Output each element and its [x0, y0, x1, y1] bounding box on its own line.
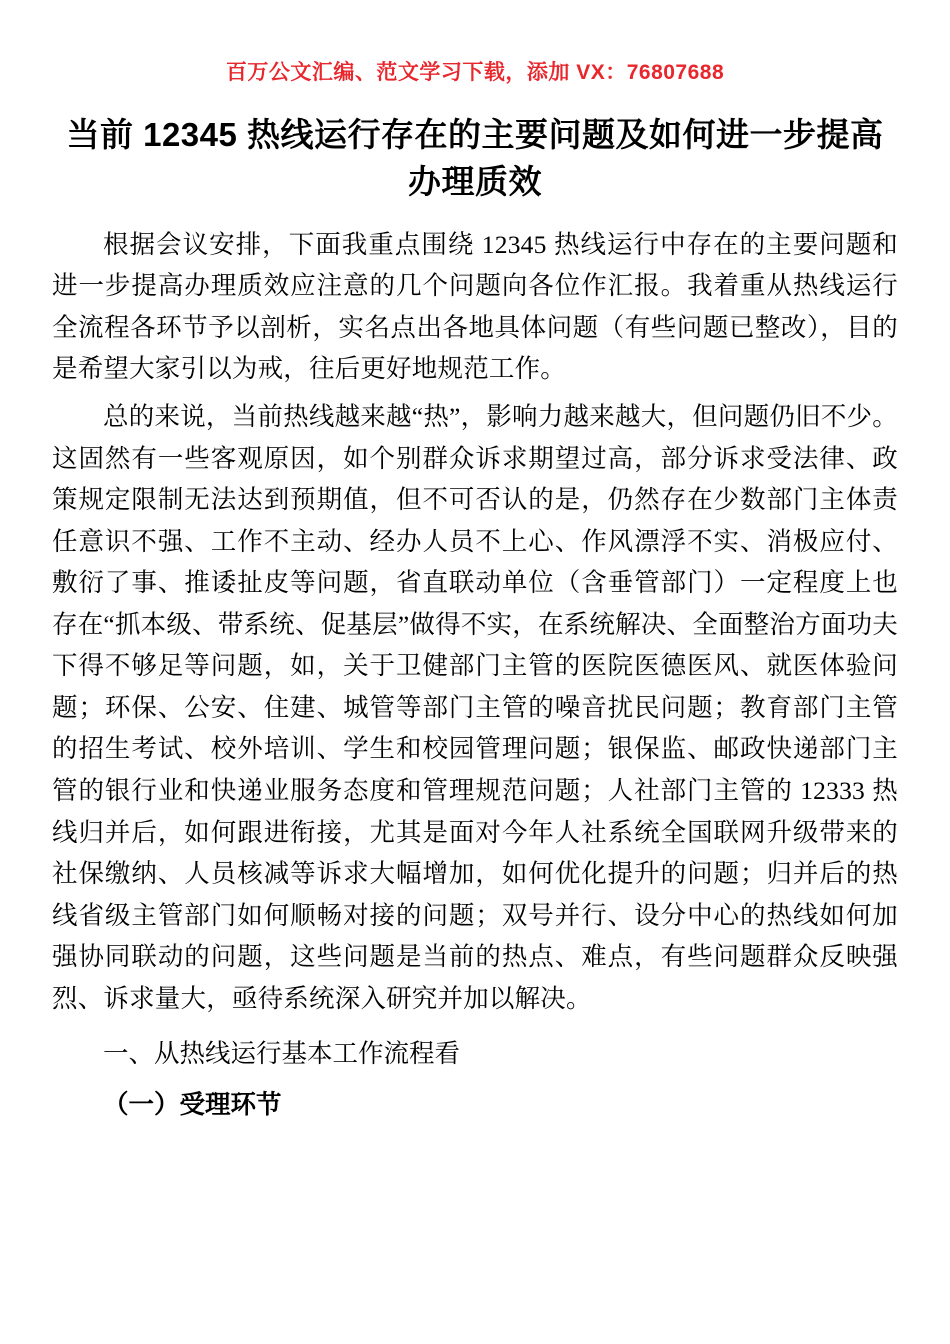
section-heading-level-2: （一）受理环节 — [103, 1090, 282, 1119]
section-heading-level-1: 一、从热线运行基本工作流程看 — [103, 1039, 461, 1069]
page-title: 当前 12345 热线运行存在的主要问题及如何进一步提高办理质效 — [66, 116, 884, 200]
body-paragraph-1: 根据会议安排，下面我重点围绕 12345 热线运行中存在的主要问题和进一步提高办理质效应注意的几个问题向各位作汇报。我着重从热线运行全流程各环节予以剖析，实名点出各地具体问题（有些问题已整改），目的是希望大家引以为戒，往后更好地规范工作。 — [52, 229, 898, 384]
watermark-banner: 百万公文汇编、范文学习下载，添加 VX：76807688 — [225, 61, 725, 84]
body-paragraph-2: 总的来说，当前热线越来越“热”，影响力越来越大，但问题仍旧不少。这固然有一些客观原因，如个别群众诉求期望过高，部分诉求受法律、政策规定限制无法达到预期值，但不可否认的是，仍然存在少数部门主体责任意识不强、工作不主动、经办人员不上心、作风漂浮不实、消极应付、敷衍了事、推诿扯皮等问题，省直联动单位（含垂管部门）一定程度上也存在“抓本级、带系统、促基层”做得不实，在系统解决、全面整治方面功夫下得不够足等问题，如，关于卫健部门主管的医院医德医风、就医体验问题；环保、公安、住建、城管等部门主管的噪音扰民问题；教育部门主管的招生考试、校外培训、学生和校园管理问题；银保监、邮政快递部门主管的银行业和快递业服务态度和管理规范问题；人社部门主管的 12333 热线归并后，如何跟进衔接，尤其是面对今年人社系统全国联网升级带来的社保缴纳、人员核减等诉求大幅增加，如何优化提升的问题；归并后的热线省级主管部门如何顺畅对接的问题；双号并行、设分中心的热线如何加强协同联动的问题，这些问题是当前的热点、难点，有些问题群众反映强烈、诉求量大，亟待系统深入研究并加以解决。 — [52, 401, 898, 1013]
